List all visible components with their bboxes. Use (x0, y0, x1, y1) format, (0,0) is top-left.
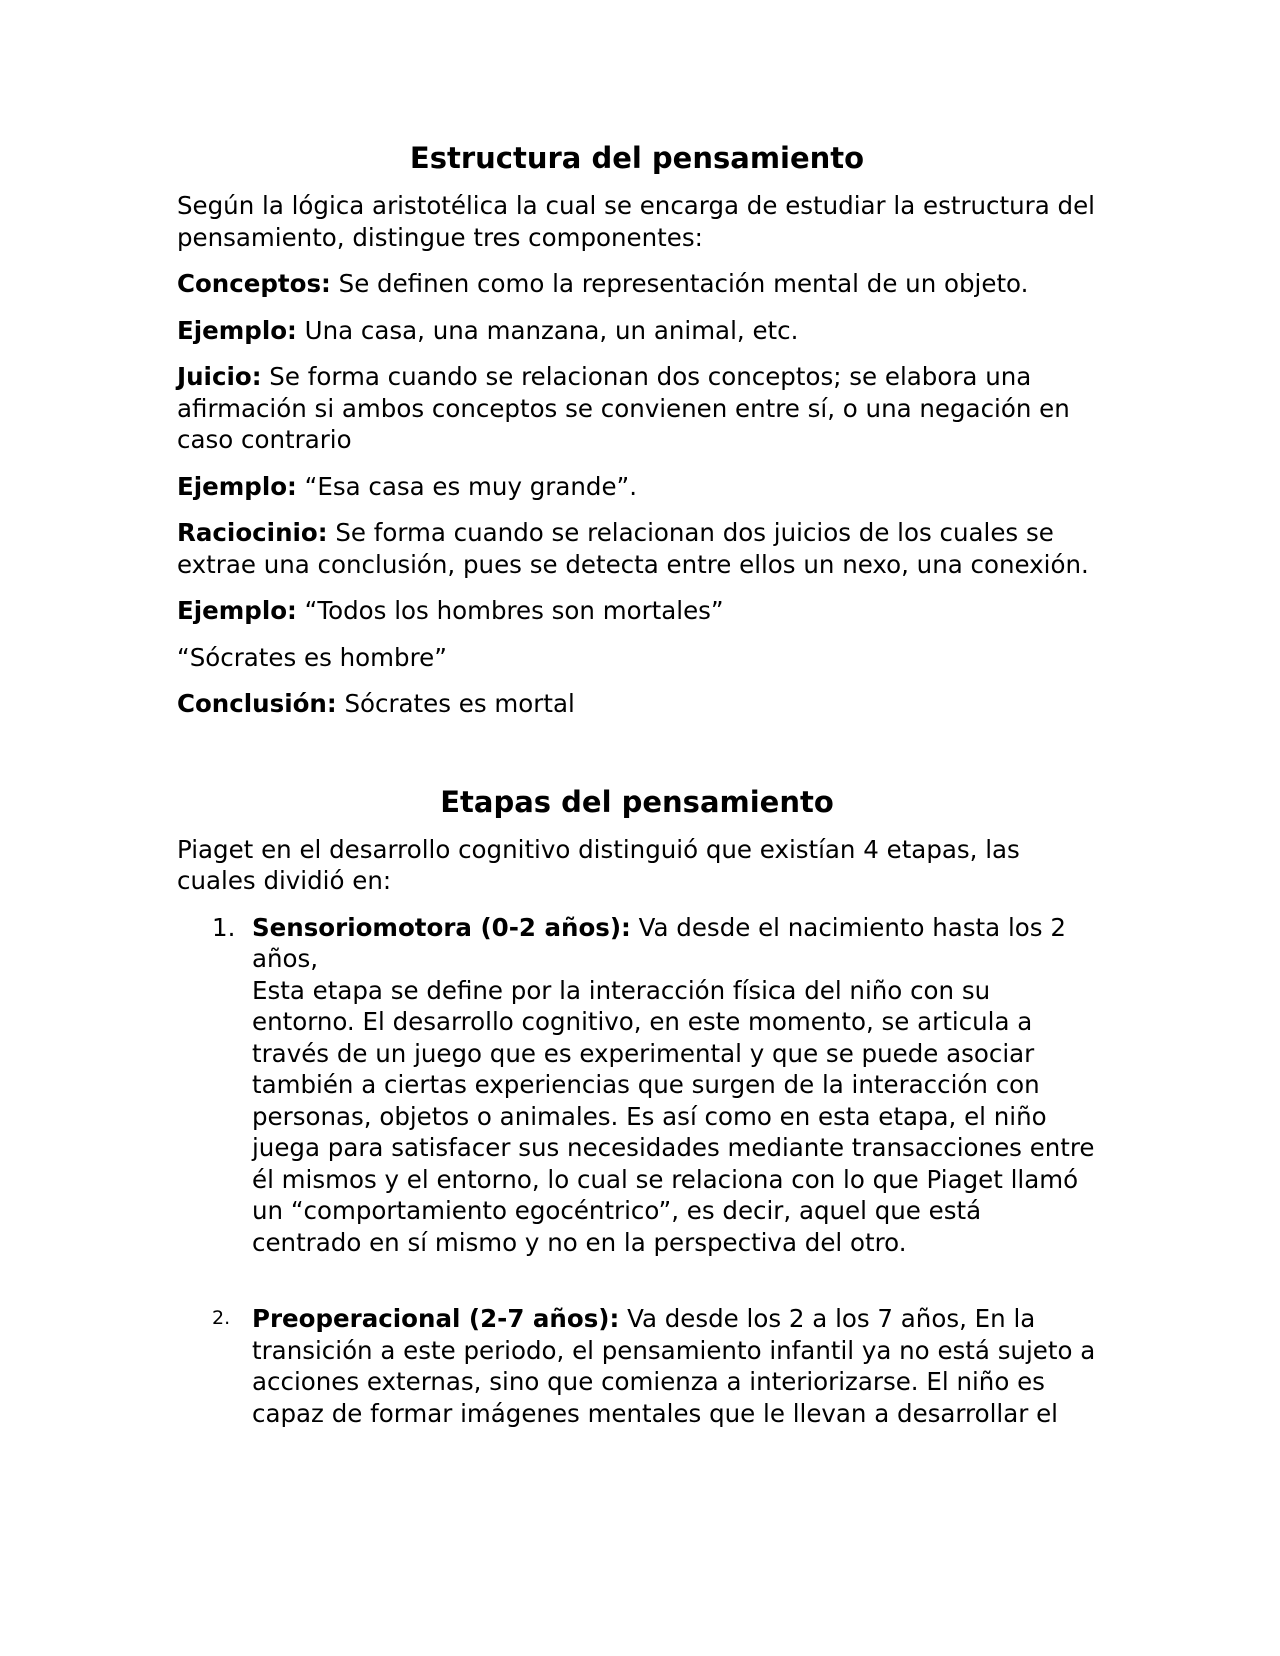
list-item-sensoriomotora (177, 912, 1097, 1259)
paragraph-conceptos (177, 268, 1097, 300)
paragraph-text: Se forma cuando se relacionan dos conceptos; se elabora una afirmación si ambos conceptos se convienen entre sí, o una negación en caso contrario (177, 362, 1070, 454)
paragraph-label: Conclusión: (177, 689, 337, 718)
list-item-label: Preoperacional (2-7 años): (252, 1304, 620, 1333)
paragraph-label: Juicio: (177, 362, 262, 391)
paragraph-text: Una casa, una manzana, un animal, etc. (296, 315, 799, 345)
paragraph-text: Se forma cuando se relacionan dos juicios de los cuales se extrae una conclusión, pues se detecta entre ellos un nexo, una conexión. (177, 518, 1089, 579)
paragraph-text: “Todos los hombres son mortales” (296, 596, 724, 625)
paragraph-text: Sócrates es mortal (336, 689, 575, 718)
paragraph-label: Raciocinio: (177, 518, 328, 547)
etapas-intro-paragraph: Piaget en el desarrollo cognitivo distinguió que existían 4 etapas, las cuales dividió en: (177, 834, 1020, 895)
list-item-preoperacional (177, 1303, 1097, 1429)
paragraph-text: Se definen como la representación mental de un objeto. (330, 269, 1029, 298)
list-item-text: Va desde los 2 a los 7 años, En la transición a este periodo, el pensamiento infantil ya no está sujeto a acciones externas, sino que comienza a interiorizarse. El niño es capaz de formar imágenes mentales que le llevan a desarrollar el (252, 1304, 1096, 1428)
paragraph-ejemplo-2 (177, 471, 1097, 503)
list-number: 1. (212, 912, 236, 942)
paragraph-text: “Esa casa es muy grande”. (296, 471, 638, 501)
section-title-etapas: Etapas del pensamiento (440, 784, 834, 819)
document-page (177, 140, 1097, 1444)
intro-paragraph: Según la lógica aristotélica la cual se encarga de estudiar la estructura del pensamiento, distingue tres componentes: (177, 191, 1095, 252)
paragraph-label: Conceptos: (177, 269, 331, 298)
paragraph-label: Ejemplo: (177, 315, 297, 345)
paragraph-raciocinio (177, 517, 1097, 580)
paragraph-ejemplo-1 (177, 315, 1097, 347)
paragraph-ejemplo-3 (177, 595, 1097, 627)
section-title-estructura: Estructura del pensamiento (409, 141, 865, 175)
paragraph-label: Ejemplo: (177, 471, 297, 501)
paragraph-label: Ejemplo: (177, 596, 297, 625)
stages-list (177, 912, 1097, 1430)
list-item-continuation: Esta etapa se define por la interacción física del niño con su entorno. El desarrollo cognitivo, en este momento, se articula a través de un juego que es experimental y que se puede asociar también a ciertas experiencias que surgen de la interacción con personas, objetos o animales. Es así como en esta etapa, el niño juega para satisfacer sus necesidades mediante transacciones entre él mismos y el entorno, lo cual se relaciona con lo que Piaget llamó un “comportamiento egocéntrico”, es decir, aquel que está centrado en sí mismo y no en la perspectiva del otro. (252, 975, 1095, 1257)
list-item-label: Sensoriomotora (0-2 años): (252, 912, 631, 942)
paragraph-juicio (177, 361, 1097, 456)
list-item-text: Va desde el nacimiento hasta los 2 años, (252, 912, 1066, 973)
list-number: 2. (212, 1307, 231, 1329)
paragraph-conclusion (177, 688, 1097, 720)
paragraph-socrates: “Sócrates es hombre” (177, 642, 447, 672)
